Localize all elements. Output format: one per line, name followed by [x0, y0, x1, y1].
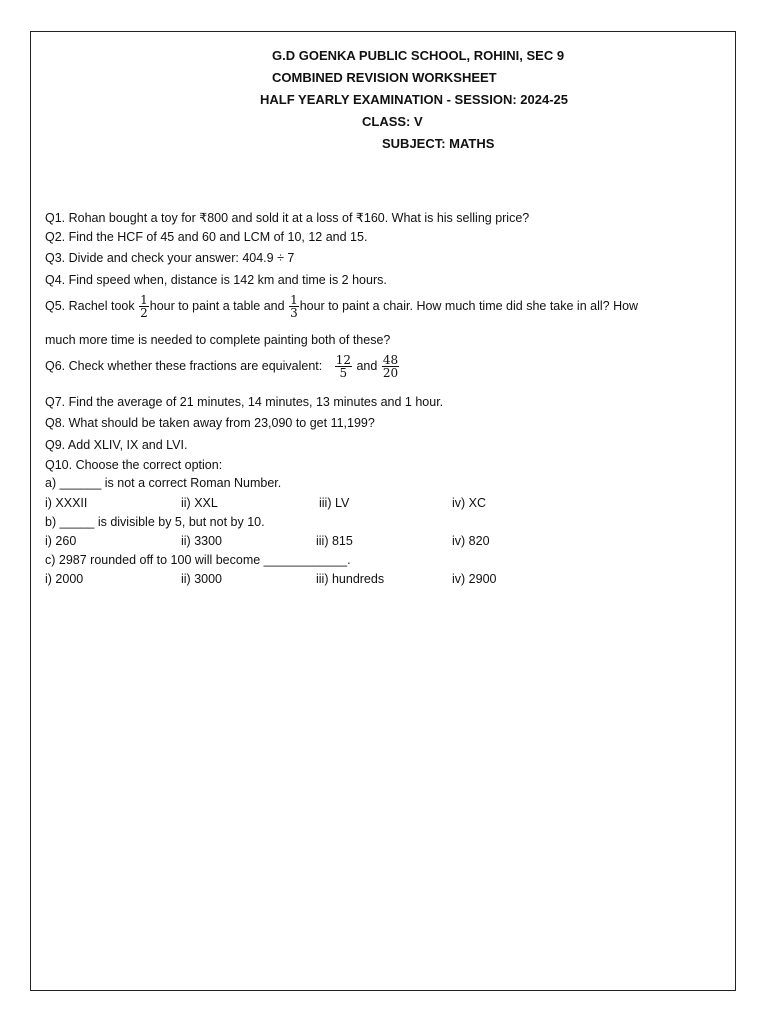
question-9: Q9. Add XLIV, IX and LVI. [45, 438, 188, 452]
question-8: Q8. What should be taken away from 23,090 to get 11,199? [45, 416, 375, 430]
worksheet-title: COMBINED REVISION WORKSHEET [272, 70, 497, 85]
fraction-twelve-fifths [335, 354, 352, 379]
mcq-a-option-2: ii) XXL [181, 496, 218, 510]
fraction-denominator: 3 [290, 306, 298, 320]
mcq-a-stem: a) ______ is not a correct Roman Number. [45, 476, 282, 490]
q5-text-end: hour to paint a chair. How much time did she take in all? How [299, 298, 639, 313]
mcq-a-option-4: iv) XC [452, 496, 487, 510]
question-7: Q7. Find the average of 21 minutes, 14 minutes, 13 minutes and 1 hour. [45, 395, 444, 409]
fraction-one-half [139, 294, 149, 319]
question-6 [45, 354, 400, 379]
question-1: Q1. Rohan bought a toy for ₹800 and sold it at a loss of ₹160. What is his selling price? [45, 211, 530, 225]
question-5 [45, 294, 638, 319]
exam-title: HALF YEARLY EXAMINATION - SESSION: 2024-25 [260, 92, 568, 107]
question-5-continued: much more time is needed to complete painting both of these? [45, 333, 391, 347]
fraction-numerator: 1 [290, 293, 298, 307]
question-10: Q10. Choose the correct option: [45, 458, 223, 472]
fraction-denominator: 5 [339, 366, 348, 380]
mcq-b-option-4: iv) 820 [452, 534, 490, 548]
class-label: CLASS: V [362, 114, 423, 129]
mcq-c-option-1: i) 2000 [45, 572, 84, 586]
mcq-b-option-3: iii) 815 [316, 534, 353, 548]
mcq-a-option-1: i) XXXII [45, 496, 88, 510]
q6-and: and [356, 358, 378, 373]
page-border [30, 31, 736, 991]
mcq-c-option-2: ii) 3000 [181, 572, 222, 586]
fraction-numerator: 1 [140, 293, 148, 307]
mcq-c-option-4: iv) 2900 [452, 572, 497, 586]
mcq-b-option-1: i) 260 [45, 534, 77, 548]
fraction-forty-eight-twentieths [382, 354, 399, 379]
question-2: Q2. Find the HCF of 45 and 60 and LCM of 10, 12 and 15. [45, 230, 368, 244]
q6-text: Q6. Check whether these fractions are equivalent: [45, 358, 323, 373]
fraction-denominator: 2 [140, 306, 148, 320]
mcq-b-option-2: ii) 3300 [181, 534, 222, 548]
question-3: Q3. Divide and check your answer: 404.9 ÷ 7 [45, 251, 295, 265]
mcq-c-stem: c) 2987 rounded off to 100 will become ____________. [45, 553, 351, 567]
fraction-numerator: 12 [335, 353, 351, 367]
school-name: G.D GOENKA PUBLIC SCHOOL, ROHINI, SEC 9 [272, 48, 565, 63]
subject-label: SUBJECT: MATHS [382, 136, 495, 151]
mcq-c-option-3: iii) hundreds [316, 572, 385, 586]
fraction-denominator: 20 [382, 366, 399, 380]
fraction-numerator: 48 [382, 353, 399, 367]
mcq-a-option-3: iii) LV [319, 496, 350, 510]
question-4: Q4. Find speed when, distance is 142 km and time is 2 hours. [45, 273, 387, 287]
q5-text-start: Q5. Rachel took [45, 298, 139, 313]
fraction-one-third [289, 294, 299, 319]
mcq-b-stem: b) _____ is divisible by 5, but not by 10. [45, 515, 265, 529]
q5-text-middle: hour to paint a table and [149, 298, 289, 313]
